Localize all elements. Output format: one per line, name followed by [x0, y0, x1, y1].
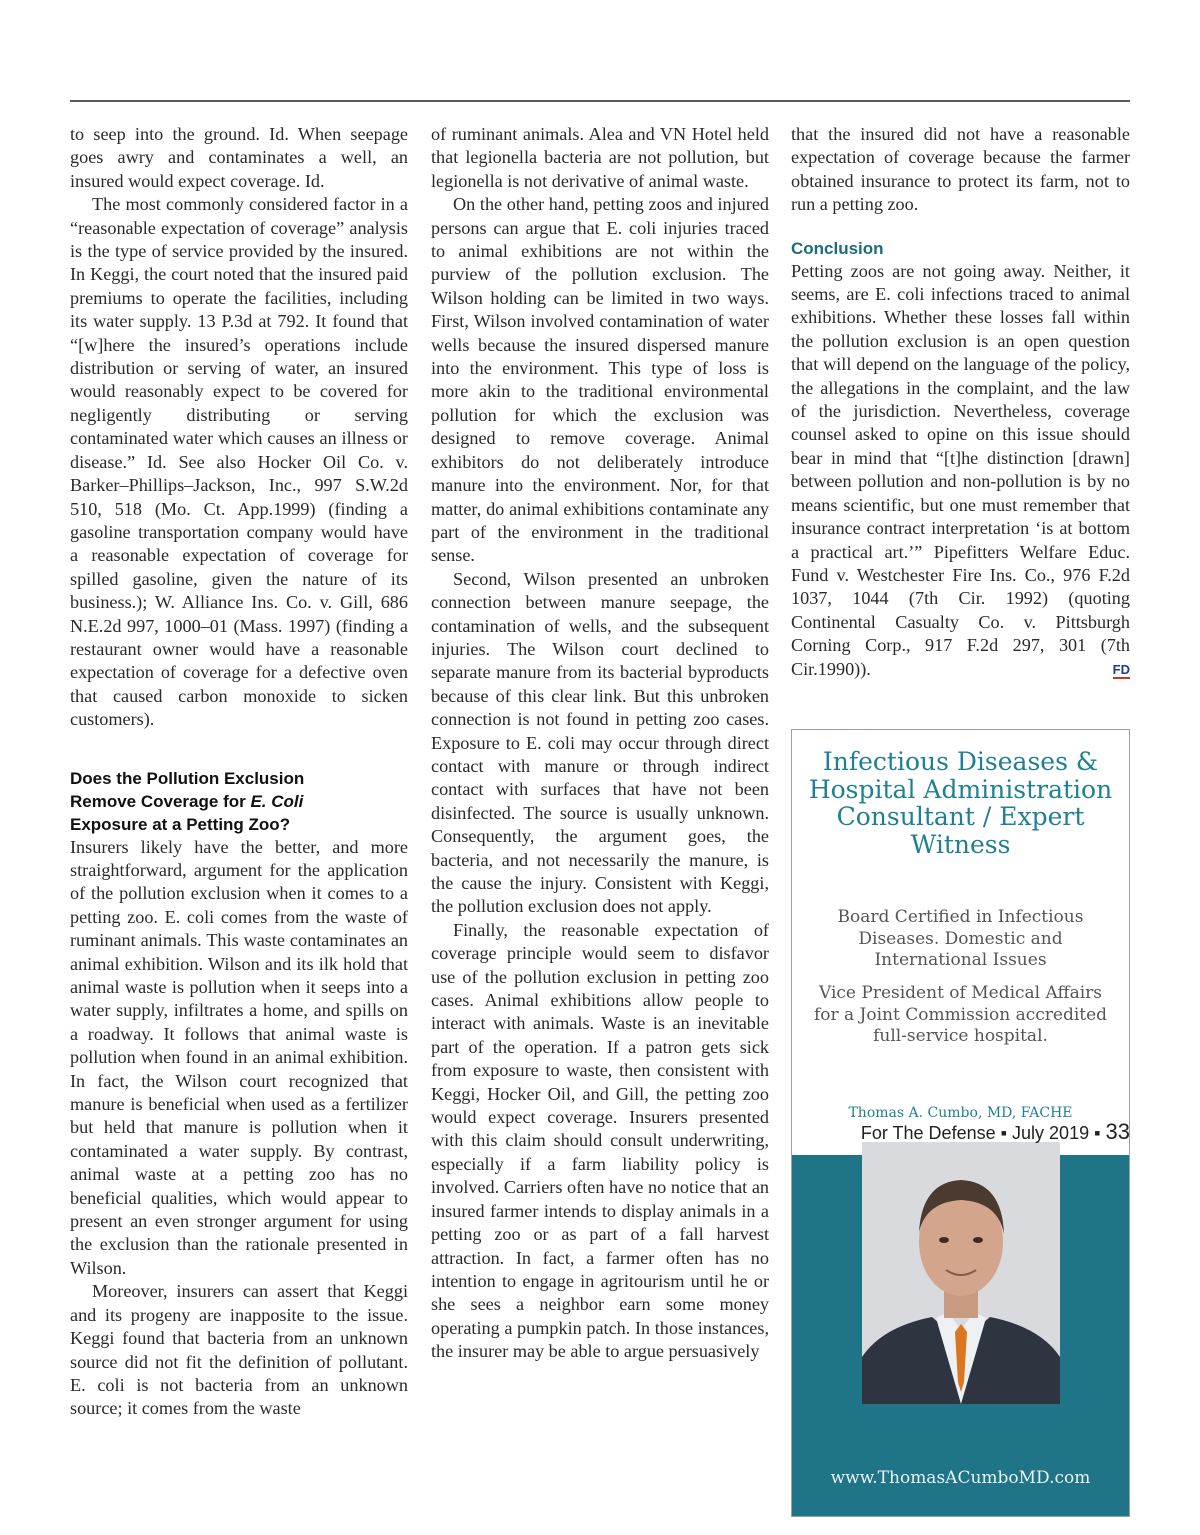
page-number: 33 — [1105, 1119, 1130, 1144]
ad-band — [792, 1155, 1129, 1516]
col1-paragraph: Insurers likely have the better, and more straightforward, argument for the application of the pollution exclusion when it comes to a petting zoo. E. coli comes from the waste of ruminant animals. This waste contaminates an animal exhibition. Wilson and its ilk hold that animal waste is pollution when it seeps into a water supply, infiltrates a home, and spills on a roadway. It follows that animal waste is pollution when found in an animal exhibition. In fact, the Wilson court recognized that manure is beneficial when used as a fertilizer but held that manure is pollution when it contaminated a water supply. By contrast, animal waste at a petting zoo has no beneficial qualities, which would appear to present an even stronger argument for using the exclusion than the rationale presented in Wilson. — [70, 836, 408, 1278]
ad-website-link[interactable]: www.ThomasACumboMD.com — [830, 1468, 1091, 1488]
ad-title: Infectious Diseases & Hospital Administration Consultant / Expert Witness — [808, 747, 1113, 859]
col3-paragraph: that the insured did not have a reasonable expectation of coverage because the farmer obtained insurance to protect its farm, not to run a petting zoo. — [791, 124, 1130, 215]
page-footer — [861, 1119, 1130, 1145]
col3-paragraph: Petting zoos are not going away. Neither, it seems, are E. coli infections traced to animal exhibitions. Whether these losses fall within the pollution exclusion is an open question that will depend on the language of the policy, the allegations in the complaint, and the law of the jurisdiction. Nevertheless, coverage counsel asked to opine on this issue should bear in mind that “[t]he distinction [drawn] between pollution and non-pollution is by no means scientific, but one must remember that insurance contract interpretation ‘is at bottom a practical art.’” Pipefitters Welfare Educ. Fund v. Westchester Fire Ins. Co., 976 F.2d 1037, 1044 (7th Cir. 1992) (quoting Continental Casualty Co. v. Pittsburgh Corning Corp., 917 F.2d 297, 301 (7th Cir.1990)). FD — [791, 260, 1130, 679]
end-mark-icon: FD — [1112, 661, 1130, 677]
ad-line: Vice President of Medical Affairs for a Joint Commission accredited full-service hospital. — [813, 983, 1108, 1046]
col1-paragraph: to seep into the ground. Id. When seepage goes awry and contaminates a well, an insured would expect coverage. Id. — [70, 124, 408, 191]
separator: ▪ — [1000, 1123, 1008, 1143]
col1-paragraph: The most commonly considered factor in a “reasonable expectation of coverage” analysis is the type of service provided by the insured. In Keggi, the court noted that the insured paid premiums to operate the facilities, including its water supply. 13 P.3d at 792. It found that “[w]here the insured’s operations include distribution or serving of water, an insured would reasonably expect to be covered for negligently distributing or serving contaminated water which causes an illness or disease.” Id. See also Hocker Oil Co. v. Barker–Phillips–Jackson, Inc., 997 S.W.2d 510, 518 (Mo. Ct. App.1999) (finding a gasoline transportation company would have a reasonable expectation of coverage for spilled gasoline, given the nature of its business.); W. Alliance Ins. Co. v. Gill, 686 N.E.2d 997, 1000–01 (Mass. 1997) (finding a restaurant owner would have a reasonable expectation of coverage for a defective oven that caused carbon monoxide to sicken customers). — [70, 194, 408, 730]
column-1 — [70, 123, 408, 1421]
portrait-photo — [862, 1142, 1060, 1404]
col2-paragraph: Second, Wilson presented an unbroken connection between manure seepage, the contamination of wells, and the subsequent injuries. The Wilson court declined to separate manure from its bacterial byproducts because of this clear link. But this unbroken connection is not found in petting zoo cases. Exposure to E. coli may occur through direct contact with manure or through indirect contact with surfaces that have not been disinfected. The source is usually unknown. Consequently, the argument goes, the bacteria, and not necessarily the manure, is the cause the injury. Consistent with Keggi, the pollution exclusion does not apply. — [431, 568, 769, 917]
col2-paragraph: Finally, the reasonable expectation of coverage principle would seem to disfavor use of the pollution exclusion in petting zoo cases. Animal exhibitions allow people to interact with animals. Waste is an inevitable part of the operation. If a patron gets sick from exposure to waste, then consistent with Keggi, Hocker Oil, and Gill, the petting zoo would expect coverage. Insurers presented with this claim should consult underwriting, especially if a farm liability policy is involved. Carriers often have no notice that an insured farmer intends to display animals in a petting zoo or as part of a fall harvest attraction. In fact, a farmer often has no intention to engage in agritourism until he or she sees a neighbor earn some money operating a pumpkin patch. In those instances, the insurer may be able to argue persuasively — [431, 919, 769, 1362]
col2-paragraph: On the other hand, petting zoos and injured persons can argue that E. coli injuries traced to animal exhibitions are not within the purview of the pollution exclusion. The Wilson holding can be limited in two ways. First, Wilson involved contamination of water wells because the insured dispersed manure into the environment. This type of loss is more akin to the traditional environmental pollution for which the exclusion was designed to remove coverage. Animal exhibitors do not deliberately introduce manure into the environment. Nor, for that matter, do animal exhibitions contaminate any part of the environment in the traditional sense. — [431, 194, 769, 566]
col1-paragraph: Moreover, insurers can assert that Keggi and its progeny are inapposite to the issue. Keggi found that bacteria from an unknown source did not fit the definition of pollutant. E. coli is not bacteria from an unknown source; it comes from the waste — [70, 1281, 408, 1419]
top-rule — [70, 100, 1130, 102]
ad-name: Thomas A. Cumbo, MD, FACHE — [848, 1105, 1073, 1121]
column-3 — [791, 123, 1130, 681]
portrait-image — [862, 1142, 1060, 1404]
conclusion-heading: Conclusion — [791, 238, 884, 258]
col2-paragraph: of ruminant animals. Alea and VN Hotel held that legionella bacteria are not pollution, but legionella is not derivative of animal waste. — [431, 124, 769, 191]
column-2 — [431, 123, 769, 1364]
issue-date: July 2019 — [1012, 1123, 1090, 1143]
ad-line: Board Certified in Infectious Diseases. Domestic and International Issues — [837, 907, 1084, 970]
separator: ▪ — [1094, 1123, 1101, 1143]
section-heading: Does the Pollution Exclusion Remove Coverage for E. Coli Exposure at a Petting Zoo? — [70, 768, 305, 834]
publication-name: For The Defense — [860, 1123, 996, 1143]
